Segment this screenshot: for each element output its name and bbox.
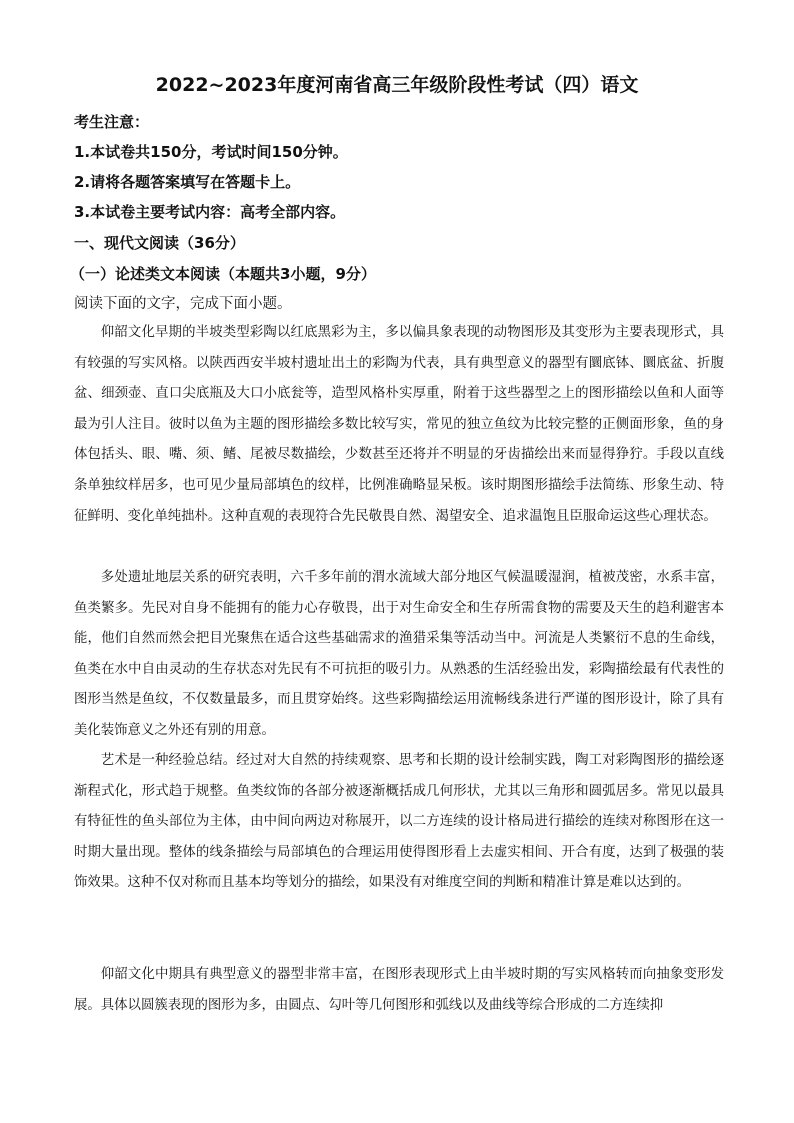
reading-instruction: 阅读下面的文字，完成下面小题。 xyxy=(74,296,292,312)
notice-item-1: 1.本试卷共150分，考试时间150分钟。 xyxy=(74,143,348,161)
page-title: 2022~2023年度河南省高三年级阶段性考试（四）语文 xyxy=(155,74,639,96)
section-heading: 一、现代文阅读（36分） xyxy=(74,234,245,252)
notice-item-3: 3.本试卷主要考试内容：高考全部内容。 xyxy=(74,203,346,221)
passage-paragraph: 艺术是一种经验总结。经过对大自然的持续观察、思考和长期的设计绘制实践，陶工对彩陶图形的描绘逐渐程式化，形式趋于规整。鱼类纹饰的各部分被逐渐概括成几何形状，尤其以三角形和圆弧居多。常见以最具有特征性的鱼头部位为主体，由中间向两边对称展开，以二方连续的设计格局进行描绘的连续对称图形在这一时期大量出现。整体的线条描绘与局部填色的合理运用使得图形看上去虚实相间、开合有度，达到了极强的装饰效果。这种不仅对称而且基本均等划分的描绘，如果没有对维度空间的判断和精准计算是难以达到的。 xyxy=(74,753,724,891)
notice-heading: 考生注意： xyxy=(74,113,150,131)
passage-paragraph: 仰韶文化中期具有典型意义的器型非常丰富，在图形表现形式上由半坡时期的写实风格转而向抽象变形发展。具体以圆簇表现的图形为多，由圆点、勾叶等几何图形和弧线以及曲线等综合形成的二方连续抑 xyxy=(74,967,724,1013)
passage-paragraph: 仰韶文化早期的半坡类型彩陶以红底黑彩为主，多以偏具象表现的动物图形及其变形为主要表现形式，具有较强的写实风格。以陕西西安半坡村遗址出土的彩陶为代表，具有典型意义的器型有圜底钵、圜底盆、折腹盆、细颈壶、直口尖底瓶及大口小底瓮等，造型风格朴实厚重，附着于这些器型之上的图形描绘以鱼和人面等最为引人注目。彼时以鱼为主题的图形描绘多数比较写实，常见的独立鱼纹为比较完整的正侧面形象，鱼的身体包括头、眼、嘴、须、鳍、尾被尽数描绘，少数甚至还将并不明显的牙齿描绘出来而显得狰狞。手段以直线条单独纹样居多，也可见少量局部填色的纹样，比例准确略显呆板。该时期图形描绘手法简练、形象生动、特征鲜明、变化单纯拙朴。这种直观的表现符合先民敬畏自然、渴望安全、追求温饱且臣服命运这些心理状态。 xyxy=(74,325,724,524)
subsection-heading: （一）论述类文本阅读（本题共3小题，9分） xyxy=(70,265,376,283)
passage-paragraph: 多处遗址地层关系的研究表明，六千多年前的渭水流域大部分地区气候温暖湿润，植被茂密，水系丰富，鱼类繁多。先民对自身不能拥有的能力心存敬畏，出于对生命安全和生存所需食物的需要及天生的趋利避害本能，他们自然而然会把目光聚焦在适合这些基础需求的渔猎采集等活动当中。河流是人类繁衍不息的生命线，鱼类在水中自由灵动的生存状态对先民有不可抗拒的吸引力。从熟悉的生活经验出发，彩陶描绘最有代表性的图形当然是鱼纹，不仅数量最多，而且贯穿始终。这些彩陶描绘运用流畅线条进行严谨的图形设计，除了具有美化装饰意义之外还有别的用意。 xyxy=(74,570,724,738)
notice-item-2: 2.请将各题答案填写在答题卡上。 xyxy=(74,173,301,191)
